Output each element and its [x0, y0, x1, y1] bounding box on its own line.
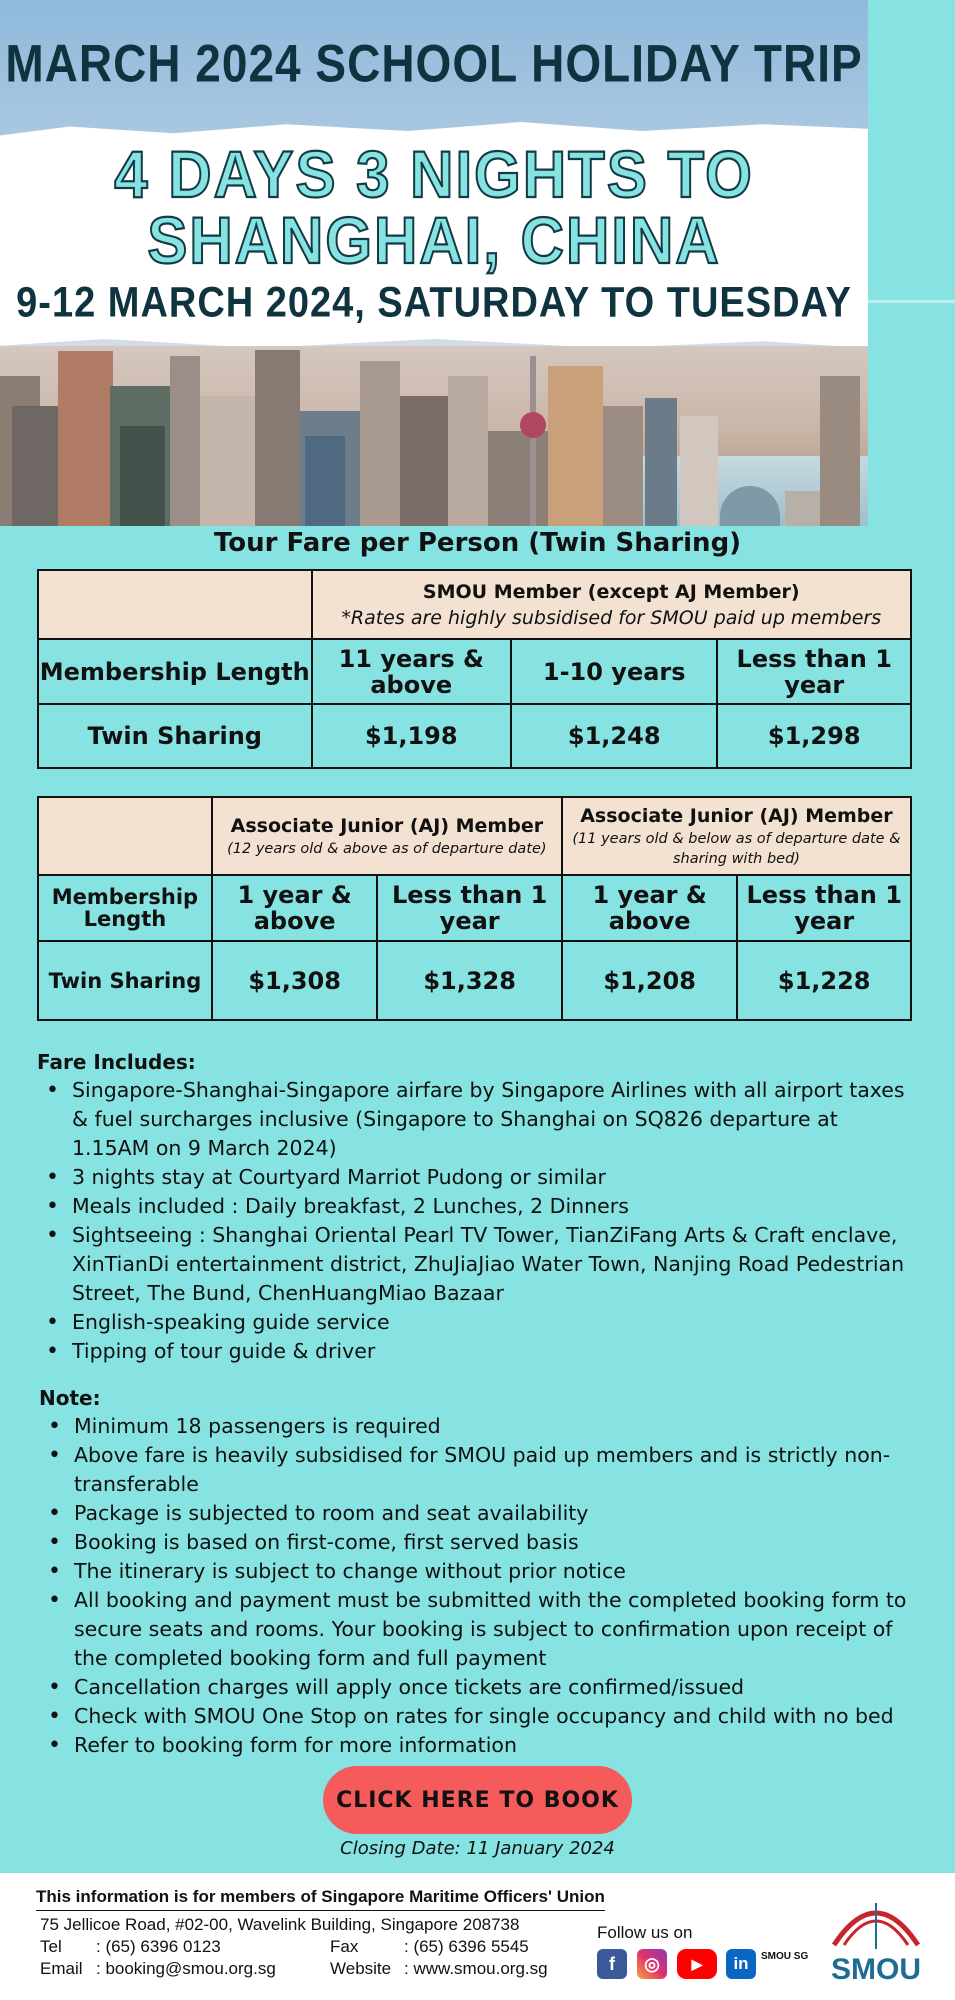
list-item: • Cancellation charges will apply once tickets are confirmed/issued: [40, 1673, 920, 1702]
price-cell: $1,198: [312, 704, 512, 768]
hero-title-line-1: 4 DAYS 3 NIGHTS TO: [114, 137, 754, 212]
email-label: Email: [40, 1959, 83, 1978]
fare-section-title: Tour Fare per Person (Twin Sharing): [213, 528, 742, 558]
closing-date: Closing Date: 11 January 2024: [340, 1838, 615, 1859]
smou-member-fare-table: [37, 569, 912, 769]
row-header-membership-length: Membership Length: [38, 639, 312, 704]
price-cell: $1,228: [737, 941, 911, 1020]
hero-dates: 9-12 MARCH 2024, SATURDAY TO TUESDAY: [16, 279, 852, 327]
footer-address: 75 Jellicoe Road, #02-00, Wavelink Building, Singapore 208738: [40, 1915, 520, 1934]
aj-12-above-title: Associate Junior (AJ) Member: [230, 815, 544, 837]
col-header-less-than-1-year: Less than 1 year: [717, 639, 911, 704]
footer: [0, 1873, 955, 2000]
list-item: • Minimum 18 passengers is required: [40, 1412, 920, 1441]
list-item: • Tipping of tour guide & driver: [38, 1337, 918, 1366]
list-item: • All booking and payment must be submitted with the completed booking form to secure seats and rooms. Your booking is subject to confirmation upon receipt of the completed booking form and full payment: [40, 1586, 920, 1673]
aj-11-below-header: [562, 797, 911, 875]
note-title: Note:: [39, 1386, 101, 1410]
smou-member-title: SMOU Member (except AJ Member): [422, 580, 800, 603]
aj-12-above-note: (12 years old & above as of departure date): [227, 841, 547, 857]
follow-us-label: Follow us on: [597, 1923, 693, 1942]
price-cell: $1,298: [717, 704, 911, 768]
shanghai-skyline-image: [0, 346, 868, 526]
col-header-1-year-above: 1 year & above: [212, 875, 378, 941]
smou-member-header: [312, 570, 912, 639]
col-header-1-10-years: 1-10 years: [511, 639, 717, 704]
row-header-twin-sharing: Twin Sharing: [38, 941, 212, 1020]
price-cell: $1,248: [511, 704, 717, 768]
smou-logo-text: SMOU: [831, 1953, 921, 1986]
list-item: • Singapore-Shanghai-Singapore airfare by Singapore Airlines with all airport taxes & fuel surcharges inclusive (Singapore to Shanghai on SQ826 departure at 1.15AM on 9 March 2024): [38, 1076, 918, 1163]
tel-value: : (65) 6396 0123: [96, 1937, 221, 1956]
brush-stroke-edge: [868, 300, 955, 303]
fax-value: : (65) 6396 5545: [404, 1937, 529, 1956]
hero-banner: [0, 0, 955, 530]
table-corner: [38, 797, 212, 875]
list-item: • Package is subjected to room and seat availability: [40, 1499, 920, 1528]
hero-title-line-2: SHANGHAI, CHINA: [147, 203, 721, 278]
instagram-icon[interactable]: ◎: [637, 1949, 667, 1979]
list-item: • Above fare is heavily subsidised for SMOU paid up members and is strictly non-transferable: [40, 1441, 920, 1499]
aj-12-above-header: [212, 797, 562, 875]
aj-member-fare-table: [37, 796, 912, 1021]
aj-11-below-title: Associate Junior (AJ) Member: [580, 805, 893, 827]
col-header-less-than-1-year: Less than 1 year: [377, 875, 561, 941]
fare-includes-title: Fare Includes:: [37, 1050, 196, 1074]
book-now-button[interactable]: CLICK HERE TO BOOK: [323, 1766, 632, 1834]
price-cell: $1,328: [377, 941, 561, 1020]
facebook-icon[interactable]: f: [597, 1949, 627, 1979]
footer-heading: This information is for members of Singapore Maritime Officers' Union: [36, 1887, 605, 1911]
row-header-membership-length: Membership Length: [38, 875, 212, 941]
smou-sg-label: SMOU SG: [761, 1951, 809, 1962]
col-header-less-than-1-year: Less than 1 year: [737, 875, 911, 941]
youtube-icon[interactable]: ▶: [677, 1949, 717, 1979]
hero-top-title: MARCH 2024 SCHOOL HOLIDAY TRIP: [5, 33, 863, 93]
price-cell: $1,308: [212, 941, 378, 1020]
table-corner: [38, 570, 312, 639]
list-item: • 3 nights stay at Courtyard Marriot Pudong or similar: [38, 1163, 918, 1192]
list-item: • Check with SMOU One Stop on rates for single occupancy and child with no bed: [40, 1702, 920, 1731]
email-link[interactable]: : booking@smou.org.sg: [96, 1959, 276, 1978]
row-header-twin-sharing: Twin Sharing: [38, 704, 312, 768]
website-label: Website: [330, 1959, 392, 1978]
smou-member-note: *Rates are highly subsidised for SMOU paid up members: [341, 606, 882, 629]
linkedin-icon[interactable]: in: [726, 1949, 756, 1979]
list-item: • Sightseeing : Shanghai Oriental Pearl TV Tower, TianZiFang Arts & Craft enclave, XinTianDi entertainment district, ZhuJiaJiao Water Town, Nanjing Road Pedestrian Street, The Bund, ChenHuangMiao Bazaar: [38, 1221, 918, 1308]
col-header-11-years: 11 years & above: [312, 639, 512, 704]
col-header-1-year-above: 1 year & above: [562, 875, 738, 941]
aj-11-below-note: (11 years old & below as of departure date & sharing with bed): [572, 831, 901, 867]
tel-label: Tel: [40, 1937, 62, 1956]
list-item: • The itinerary is subject to change without prior notice: [40, 1557, 920, 1586]
list-item: • Meals included : Daily breakfast, 2 Lunches, 2 Dinners: [38, 1192, 918, 1221]
price-cell: $1,208: [562, 941, 738, 1020]
list-item: • English-speaking guide service: [38, 1308, 918, 1337]
list-item: • Booking is based on first-come, first served basis: [40, 1528, 920, 1557]
list-item: • Refer to booking form for more information: [40, 1731, 920, 1760]
note-list: [40, 1412, 920, 1760]
fax-label: Fax: [330, 1937, 359, 1956]
website-link[interactable]: : www.smou.org.sg: [404, 1959, 548, 1978]
fare-includes-list: [38, 1076, 918, 1366]
